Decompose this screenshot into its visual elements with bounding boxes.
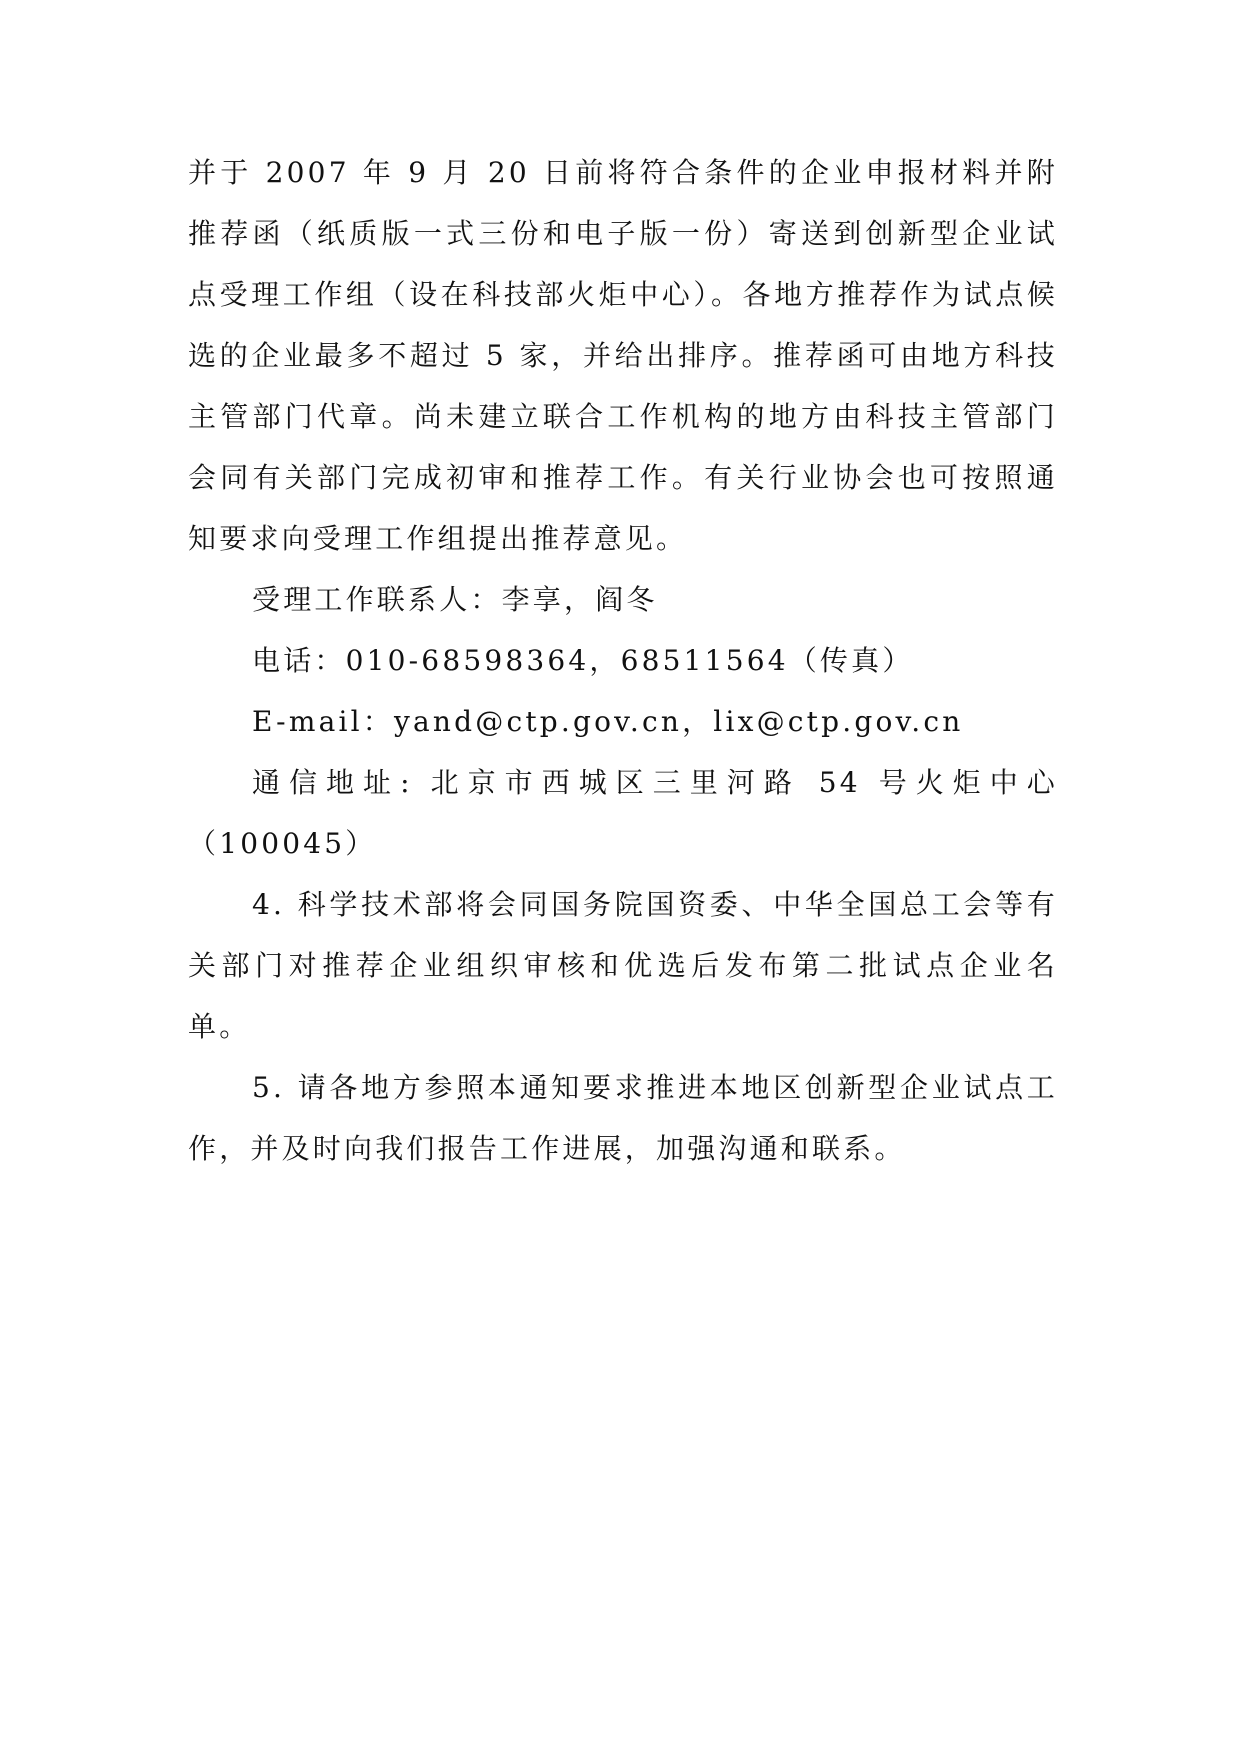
paragraph-item-5: 5. 请各地方参照本通知要求推进本地区创新型企业试点工作，并及时向我们报告工作进展，加强沟通和联系。 — [188, 1071, 1058, 1165]
paragraph-contact-address: 通信地址: 北京市西城区三里河路 54 号火炬中心（100045） — [188, 766, 1058, 860]
paragraph-contact-email: E-mail：yand@ctp.gov.cn，lix@ctp.gov.cn — [252, 705, 964, 738]
paragraph-contact-person: 受理工作联系人：李享，阎冬 — [252, 583, 658, 616]
paragraph-submission-instructions: 并于 2007 年 9 月 20 日前将符合条件的企业申报材料并附推荐函（纸质版一式三份和电子版一份）寄送到创新型企业试点受理工作组（设在科技部火炬中心）。各地方推荐作为试点候选的企业最多不超过 5 家，并给出排序。推荐函可由地方科技主管部门代章。尚未建立联合工作机构的地方由科技主管部门会同有关部门完成初审和推荐工作。有关行业协会也可按照通知要求向受理工作组提出推荐意见。 — [188, 156, 1058, 555]
paragraph-contact-phone: 电话：010-68598364，68511564（传真） — [252, 644, 914, 677]
paragraph-item-4: 4. 科学技术部将会同国务院国资委、中华全国总工会等有关部门对推荐企业组织审核和优选后发布第二批试点企业名单。 — [188, 888, 1058, 1043]
document-body — [188, 142, 1058, 1179]
